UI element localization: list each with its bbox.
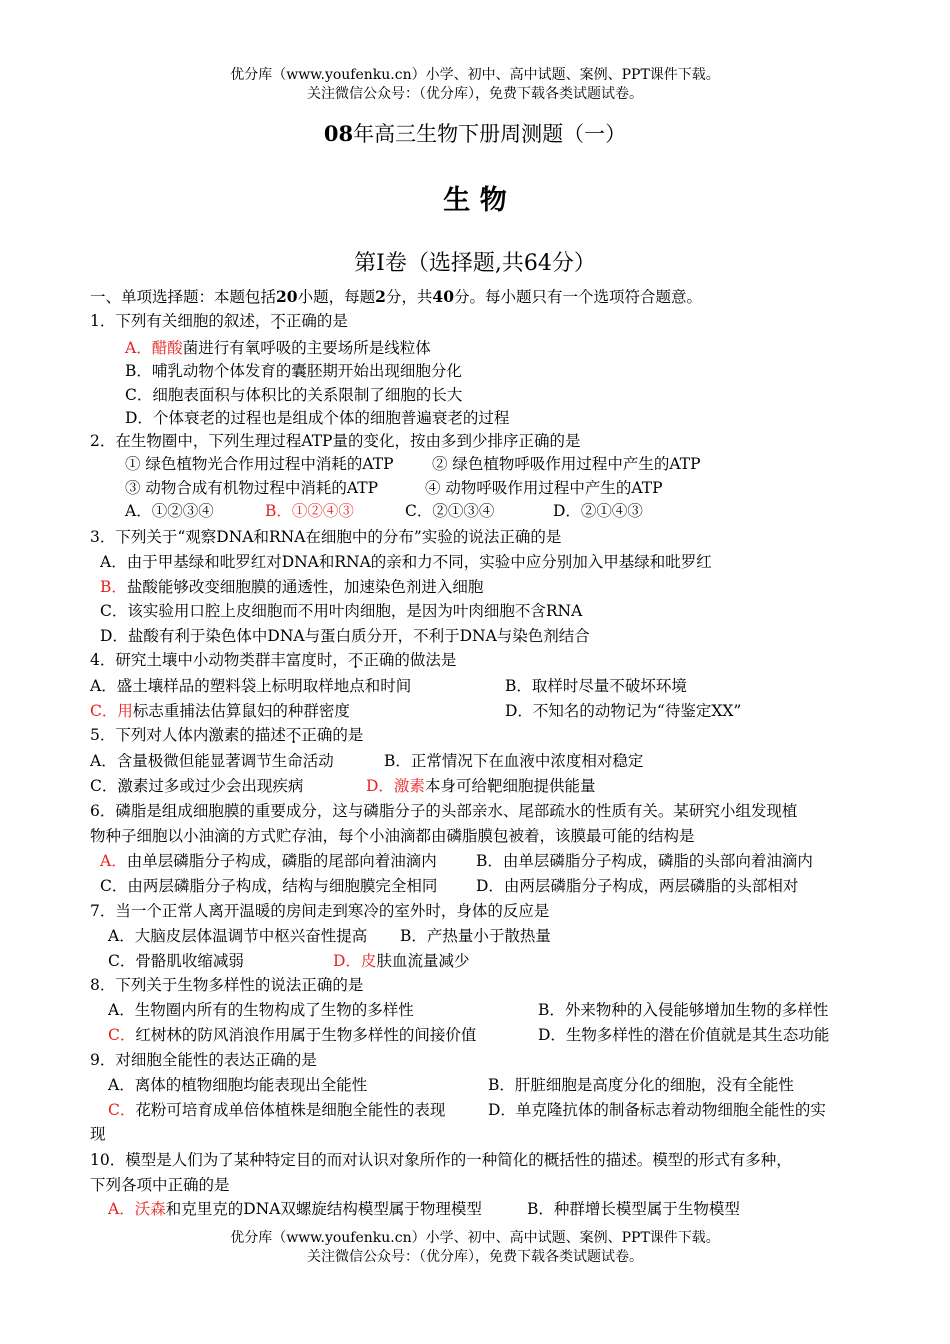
question-6-option-a [100, 849, 437, 873]
option-text: 标志重捕法估算鼠妇的种群密度 [132, 702, 350, 720]
stem-text: 正确的是 [301, 726, 364, 744]
question-10-option-b: B．种群增长模型属于生物模型 [527, 1200, 740, 1218]
option-text: 盐酸能够改变细胞膜的通透性，加速染色剂进入细胞 [126, 578, 484, 596]
question-2-item-1: ① 绿色植物光合作用过程中消耗的ATP [125, 455, 394, 473]
question-8-stem: 8．下列关于生物多样性的说法正确的是 [90, 976, 364, 994]
option-text: 红树林的防风消浪作用属于生物多样性的间接价值 [135, 1026, 477, 1044]
question-2-stem: 2．在生物圈中，下列生理过程ATP量的变化，按由多到少排序正确的是 [90, 432, 581, 450]
answer-mark: C． [108, 1101, 136, 1119]
emphasis-char: 不 [347, 651, 364, 669]
option-text: 菌进行有氧呼吸的主要场所是线粒体 [182, 339, 431, 357]
answer-mark: D．皮 [333, 952, 377, 970]
question-3-option-d: D．盐酸有利于染色体中DNA与蛋白质分开，不利于DNA与染色剂结合 [100, 627, 590, 645]
question-4-option-c [90, 699, 350, 723]
question-2-option-d: D．②①④③ [553, 502, 643, 520]
instruction-text: 一、单项选择题：本题包括 [90, 288, 277, 306]
question-6-stem-2: 物种子细胞以小油滴的方式贮存油，每个小油滴都由磷脂膜包被着，该膜最可能的结构是 [90, 827, 695, 845]
stem-text: 4．研究土壤中小动物类群丰富度时， [90, 651, 348, 669]
stem-text: 正确的做法是 [363, 651, 457, 669]
footer-line-2: 关注微信公众号：（优分库），免费下载各类试题试卷。 [307, 1249, 643, 1265]
question-7-option-a: A．大脑皮层体温调节中枢兴奋性提高 [108, 927, 368, 945]
question-8-option-a: A．生物圈内所有的生物构成了生物的多样性 [108, 1001, 414, 1019]
question-3-option-c: C．该实验用口腔上皮细胞而不用叶肉细胞，是因为叶肉细胞不含RNA [100, 602, 583, 620]
question-10-stem-1: 10．模型是人们为了某种特定目的而对认识对象所作的一种简化的概括性的描述。模型的形式有多种， [90, 1151, 792, 1169]
option-text: 花粉可培育成单倍体植株是细胞全能性的表现 [135, 1101, 446, 1119]
question-9-option-b: B．肝脏细胞是高度分化的细胞，没有全能性 [488, 1076, 794, 1094]
question-1-option-c: C．细胞表面积与体积比的关系限制了细胞的长大 [125, 386, 463, 404]
instruction-count: 20 [276, 287, 298, 306]
question-8-option-d: D．生物多样性的潜在价值就是其生态功能 [538, 1026, 830, 1044]
question-5-option-d [366, 774, 595, 798]
question-5-option-c: C．激素过多或过少会出现疾病 [90, 777, 304, 795]
question-4-option-d: D．不知名的动物记为“待鉴定XX” [505, 702, 742, 720]
subject-title: 生 物 [443, 185, 507, 216]
instruction-text: 分。每小题只有一个选项符合题意。 [454, 288, 703, 306]
instruction-total: 40 [432, 287, 454, 306]
emphasis-char: 不 [285, 726, 302, 744]
question-7-stem: 7．当一个正常人离开温暖的房间走到寒冷的室外时，身体的反应是 [90, 902, 550, 920]
stem-text: 5．下列对人体内激素的描述 [90, 726, 286, 744]
answer-mark: A． [100, 852, 127, 870]
question-3-option-b [100, 575, 483, 599]
question-7-option-d [333, 949, 469, 973]
question-4-option-b: B．取样时尽量不破坏环境 [505, 677, 687, 695]
question-9-option-c [108, 1098, 445, 1122]
question-2-item-4: ④ 动物呼吸作用过程中产生的ATP [425, 479, 663, 497]
instruction-text: 分，共 [385, 288, 433, 306]
question-4-option-a: A．盛土壤样品的塑料袋上标明取样地点和时间 [90, 677, 412, 695]
question-6-option-d: D．由两层磷脂分子构成，两层磷脂的头部相对 [476, 877, 799, 895]
question-5-stem [90, 723, 363, 747]
option-text: 由单层磷脂分子构成，磷脂的尾部向着油滴内 [126, 852, 437, 870]
question-2-option-b: B．①②④③ [265, 502, 354, 520]
footer-line-1: 优分库（www.youfenku.cn）小学、初中、高中试题、案例、PPT课件下载。 [230, 1230, 720, 1246]
exam-title [0, 118, 950, 148]
volume-title: 第Ⅰ卷（选择题,共64分） [354, 251, 596, 276]
header-line-1: 优分库（www.youfenku.cn）小学、初中、高中试题、案例、PPT课件下载。 [230, 67, 720, 83]
stem-text: 1．下列有关细胞的叙述， [90, 312, 271, 330]
instruction-points: 2 [375, 287, 386, 306]
question-1-stem [90, 309, 348, 333]
title-text: 年高三生物下册周测题（一） [353, 122, 627, 146]
question-1-option-b: B．哺乳动物个体发育的囊胚期开始出现细胞分化 [125, 362, 462, 380]
option-text: 肤血流量减少 [376, 952, 470, 970]
question-9-option-a: A．离体的植物细胞均能表现出全能性 [108, 1076, 368, 1094]
question-6-option-c: C．由两层磷脂分子构成，结构与细胞膜完全相同 [100, 877, 438, 895]
answer-mark: C． [108, 1026, 136, 1044]
question-5-option-a: A．含量极微但能显著调节生命活动 [90, 752, 334, 770]
question-3-stem: 3．下列关于“观察DNA和RNA在细胞中的分布”实验的说法正确的是 [90, 528, 562, 546]
question-2-option-c: C．②①③④ [405, 502, 495, 520]
question-2-item-2: ② 绿色植物呼吸作用过程中产生的ATP [432, 455, 701, 473]
question-9-stem: 9．对细胞全能性的表达正确的是 [90, 1051, 317, 1069]
emphasis-char: 不 [270, 312, 286, 330]
question-9-option-d-continued: 现 [90, 1125, 106, 1143]
answer-mark: B． [100, 578, 127, 596]
question-9-option-d: D．单克隆抗体的制备标志着动物细胞全能性的实 [488, 1101, 826, 1119]
question-1-option-a [125, 336, 431, 360]
question-2-item-3: ③ 动物合成有机物过程中消耗的ATP [125, 479, 379, 497]
question-2-option-a: A．①②③④ [125, 502, 214, 520]
question-6-stem-1: 6．磷脂是组成细胞膜的重要成分，这与磷脂分子的头部亲水、尾部疏水的性质有关。某研究小组发现植 [90, 802, 798, 820]
title-year: 08 [323, 121, 354, 146]
instruction-text: 小题，每题 [297, 288, 376, 306]
question-7-option-c: C．骨骼肌收缩减弱 [108, 952, 244, 970]
answer-mark: A．沃森 [108, 1200, 166, 1218]
answer-mark: C．用 [90, 702, 133, 720]
question-1-option-d: D．个体衰老的过程也是组成个体的细胞普遍衰老的过程 [125, 409, 510, 427]
question-8-option-c [108, 1023, 476, 1047]
instruction [90, 285, 702, 309]
question-10-option-a [108, 1197, 482, 1221]
question-10-stem-2: 下列各项中正确的是 [90, 1176, 230, 1194]
question-5-option-b: B．正常情况下在血液中浓度相对稳定 [384, 752, 644, 770]
answer-mark: A．醋酸 [125, 339, 183, 357]
question-6-option-b: B．由单层磷脂分子构成，磷脂的头部向着油滴内 [476, 852, 813, 870]
stem-text: 正确的是 [285, 312, 348, 330]
question-4-stem [90, 648, 456, 672]
header-line-2: 关注微信公众号：（优分库），免费下载各类试题试卷。 [307, 86, 643, 102]
answer-mark: D．激素 [366, 777, 425, 795]
question-7-option-b: B．产热量小于散热量 [400, 927, 551, 945]
option-text: 和克里克的DNA双螺旋结构模型属于物理模型 [165, 1200, 482, 1218]
option-text: 本身可给靶细胞提供能量 [424, 777, 596, 795]
question-3-option-a: A．由于甲基绿和吡罗红对DNA和RNA的亲和力不同，实验中应分别加入甲基绿和吡罗红 [100, 553, 712, 571]
question-8-option-b: B．外来物种的入侵能够增加生物的多样性 [538, 1001, 829, 1019]
